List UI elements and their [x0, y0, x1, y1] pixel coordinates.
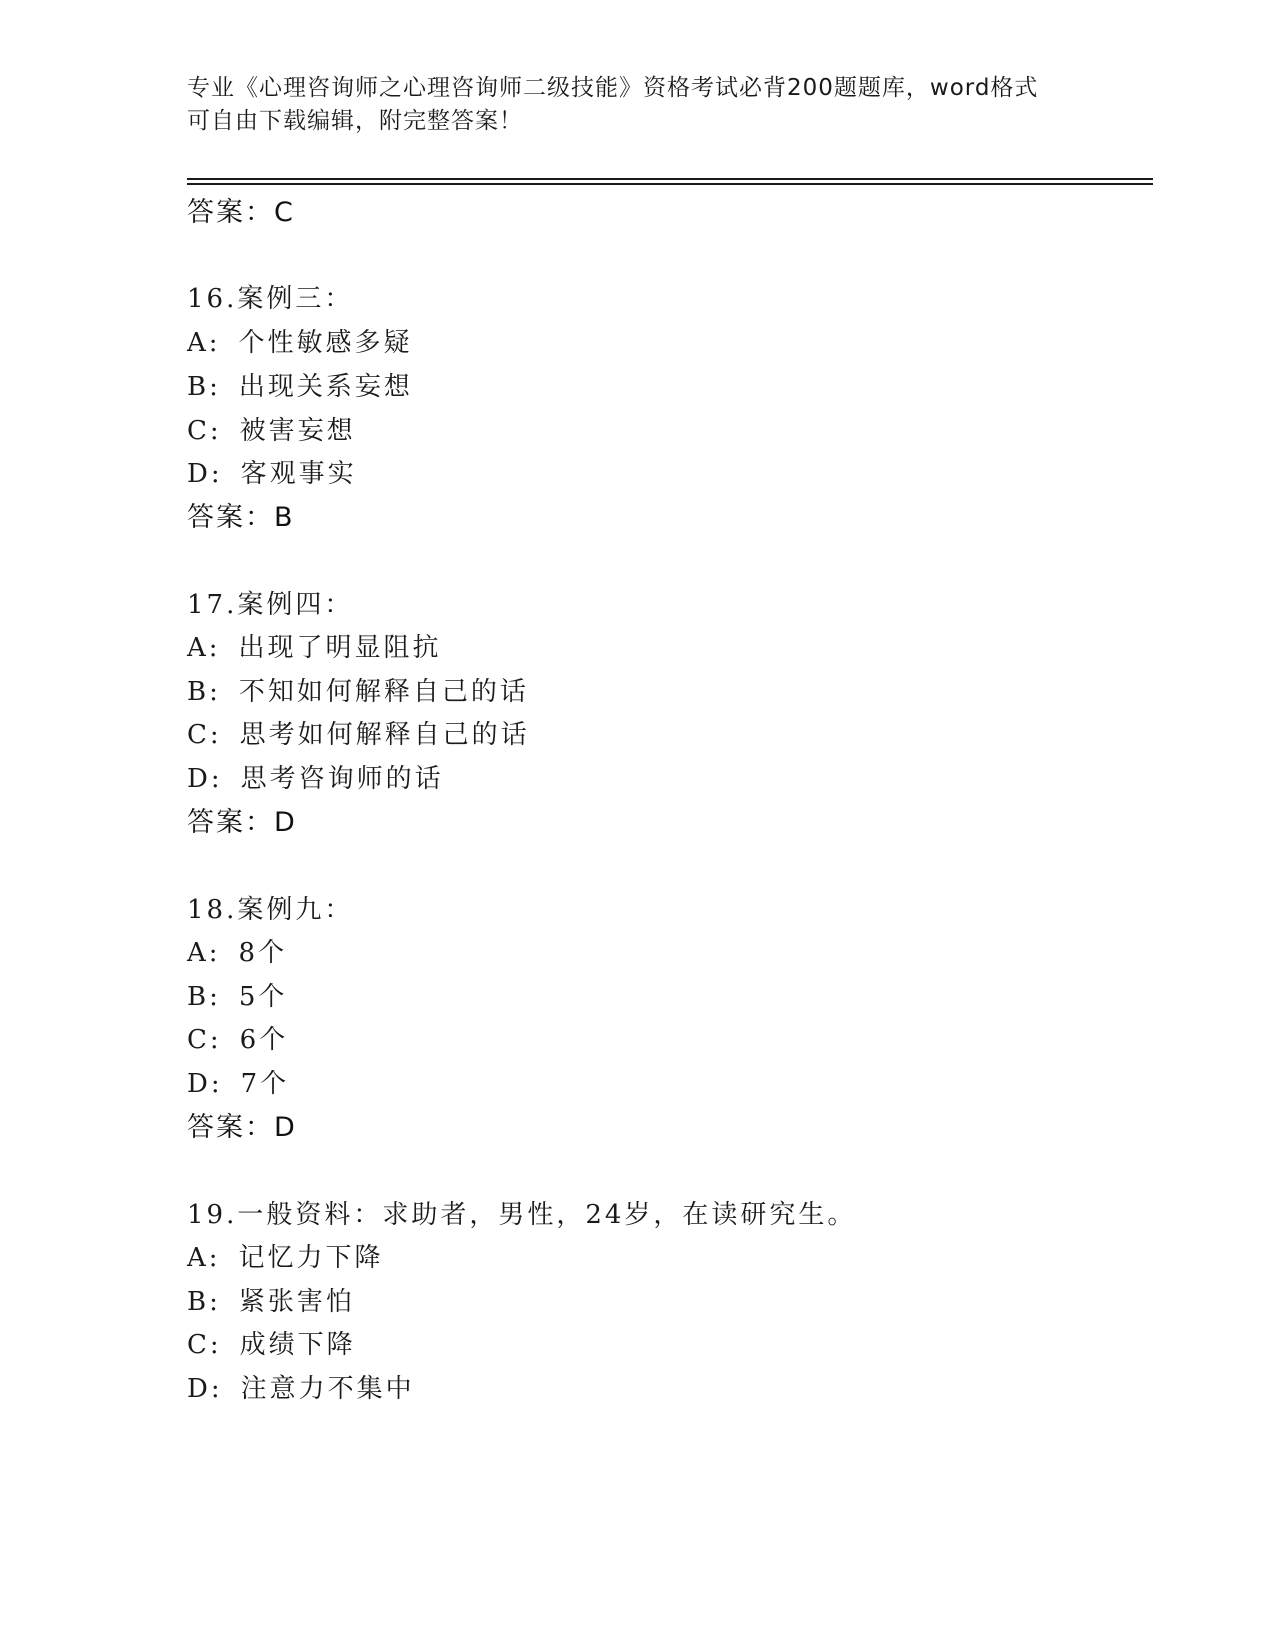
question-title: 16.案例三：: [187, 284, 354, 314]
option-b: B: 紧张害怕: [187, 1287, 355, 1317]
option-d: D: 思考咨询师的话: [187, 764, 444, 794]
header-line-2: 可自由下载编辑，附完整答案！: [187, 108, 523, 134]
option-b: B: 出现关系妄想: [187, 372, 413, 402]
question-title: 19.一般资料：求助者，男性，24岁，在读研究生。: [187, 1200, 857, 1230]
option-d: D: 客观事实: [187, 459, 357, 489]
option-d: D: 7个: [187, 1069, 290, 1099]
option-b: B: 5个: [187, 982, 288, 1012]
answer: 答案：D: [187, 1112, 297, 1143]
option-a: A: 记忆力下降: [187, 1243, 384, 1273]
option-a: A: 8个: [187, 938, 288, 968]
option-b: B: 不知如何解释自己的话: [187, 677, 529, 707]
question-title: 17.案例四：: [187, 590, 354, 620]
option-c: C: 被害妄想: [187, 416, 356, 446]
answer: 答案：D: [187, 807, 297, 838]
option-d: D: 注意力不集中: [187, 1374, 415, 1404]
previous-answer: 答案：C: [187, 197, 295, 228]
header-divider-top: [187, 178, 1153, 180]
option-c: C: 成绩下降: [187, 1330, 356, 1360]
document-header: [187, 72, 1087, 138]
header-divider-bottom: [187, 183, 1153, 185]
option-a: A: 个性敏感多疑: [187, 328, 413, 358]
option-c: C: 思考如何解释自己的话: [187, 720, 530, 750]
option-c: C: 6个: [187, 1025, 289, 1055]
answer: 答案：B: [187, 502, 295, 533]
header-line-1: 专业《心理咨询师之心理咨询师二级技能》资格考试必背200题题库，word格式: [187, 75, 1039, 101]
option-a: A: 出现了明显阻抗: [187, 633, 442, 663]
question-title: 18.案例九：: [187, 895, 354, 925]
